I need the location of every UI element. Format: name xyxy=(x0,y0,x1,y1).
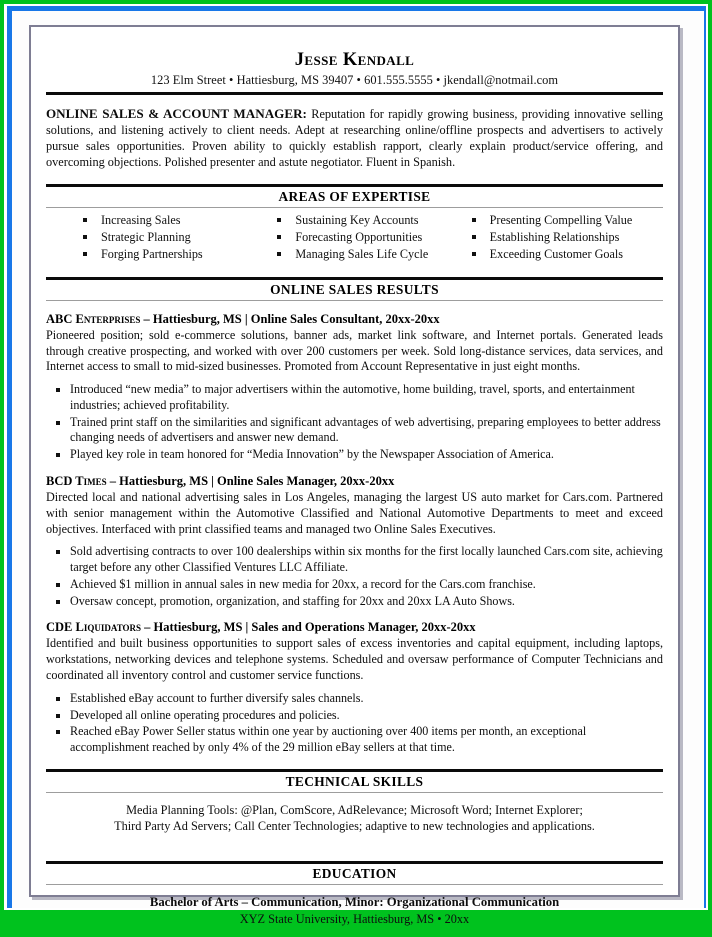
resume-page xyxy=(29,25,680,926)
page-title: Jesse Kendall xyxy=(294,50,415,70)
resume-content xyxy=(31,27,678,937)
section-rule-bottom xyxy=(46,792,663,793)
job-title-line xyxy=(46,620,663,635)
job-bullet-list xyxy=(46,691,663,756)
education-degree: Bachelor of Arts – Communication, Minor: Organizational Communication xyxy=(149,894,560,909)
job-role-dates: – Hattiesburg, MS | Sales and Operations Manager, 20xx-20xx xyxy=(141,620,476,635)
section-title-education: EDUCATION xyxy=(312,865,397,881)
job-bullet: Achieved $1 million in annual sales in new media for 20xx, a record for the Cars.com franchise. xyxy=(46,577,663,593)
expertise-item: Forecasting Opportunities xyxy=(274,229,468,246)
job-bullet: Developed all online operating procedures and policies. xyxy=(46,708,663,724)
section-rule-bottom xyxy=(46,884,663,885)
expertise-item: Sustaining Key Accounts xyxy=(274,212,468,229)
summary-headline: ONLINE SALES & ACCOUNT MANAGER: xyxy=(46,106,307,122)
expertise-grid xyxy=(46,212,663,264)
job-entry xyxy=(46,312,663,463)
education-block xyxy=(46,894,663,927)
section-title-results: ONLINE SALES RESULTS xyxy=(270,281,439,297)
section-results-header xyxy=(46,277,663,301)
section-skills-header xyxy=(46,769,663,793)
job-company: BCD Times xyxy=(46,473,107,488)
expertise-item: Presenting Compelling Value xyxy=(469,212,663,229)
job-description: Pioneered position; sold e-commerce solutions, banner ads, market link software, and Internet portals. Generated leads through creative prospecting, and worked with over 200 customers per week. Sold long-distance services, data services, and Internet access to small to mid-sized businesses. Promoted from Account Representative in just eight months. xyxy=(46,327,663,374)
section-title-expertise: AREAS OF EXPERTISE xyxy=(278,188,431,204)
job-bullet: Played key role in team honored for “Media Innovation” by the Newspaper Association of America. xyxy=(46,447,663,463)
job-bullet-list xyxy=(46,382,663,463)
job-entry xyxy=(46,474,663,609)
skills-education-spacer xyxy=(46,835,663,848)
education-school: XYZ State University, Hattiesburg, MS • 20xx xyxy=(239,911,470,926)
expertise-item: Establishing Relationships xyxy=(469,229,663,246)
contact-line: 123 Elm Street • Hattiesburg, MS 39407 • 601.555.5555 • jkendall@notmail.com xyxy=(150,73,559,88)
skills-line-1: Media Planning Tools: @Plan, ComScore, AdRelevance; Microsoft Word; Internet Explorer; xyxy=(126,802,583,817)
job-bullet: Sold advertising contracts to over 100 dealerships within six months for the first locally launched Cars.com site, achieving target before any other Classified Ventures LLC Affiliate. xyxy=(46,544,663,575)
job-bullet: Oversaw concept, promotion, organization, and staffing for 20xx and 20xx LA Auto Shows. xyxy=(46,594,663,610)
summary-paragraph xyxy=(46,106,663,170)
expertise-item: Exceeding Customer Goals xyxy=(469,246,663,263)
job-role-dates: – Hattiesburg, MS | Online Sales Consultant, 20xx-20xx xyxy=(140,311,440,326)
expertise-item: Strategic Planning xyxy=(80,229,274,246)
job-bullet: Established eBay account to further diversify sales channels. xyxy=(46,691,663,707)
job-company: CDE Liquidators xyxy=(46,620,142,635)
job-title-line xyxy=(46,474,663,489)
job-role-dates: – Hattiesburg, MS | Online Sales Manager, 20xx-20xx xyxy=(106,473,395,488)
section-expertise-header xyxy=(46,184,663,208)
expertise-item: Increasing Sales xyxy=(80,212,274,229)
job-description: Identified and built business opportunities to support sales of excess inventories and capital equipment, including laptops, workstations, networking devices and telephone systems. Scheduled and oversaw performance of Computer Technicians and coordinated all inventory control and customer service functions. xyxy=(46,636,663,683)
job-bullet: Trained print staff on the similarities and significant advantages of web advertising, preparing employees to better address changing needs of advertisers and answer new demand. xyxy=(46,415,663,446)
header-divider-rule xyxy=(46,92,663,95)
job-bullet: Introduced “new media” to major advertisers within the automotive, home building, travel, sports, and entertainment industries; achieved profitability. xyxy=(46,382,663,413)
summary-body: Reputation for rapidly growing business, providing innovative selling solutions, and listening actively to client needs. Adept at researching online/offline prospects and advertisers to actively pursue sales opportunities. Proven ability to quickly establish rapport, clearly explain product/service offering, and overcoming objections. Polished presenter and astute negotiator. Fluent in Spanish. xyxy=(46,107,663,169)
section-education-header xyxy=(46,861,663,885)
job-description: Directed local and national advertising sales in Los Angeles, managing the largest US auto market for Cars.com. Partnered with senior management within the Automotive Classified and National Automotive Departments to meet and exceed objectives. Interfaced with print classified teams and managed two Online Sales Executives. xyxy=(46,489,663,536)
expertise-item: Managing Sales Life Cycle xyxy=(274,246,468,263)
section-title-skills: TECHNICAL SKILLS xyxy=(285,773,424,789)
job-company: ABC Enterprises xyxy=(46,311,141,326)
job-bullet-list xyxy=(46,544,663,609)
skills-line-2: Third Party Ad Servers; Call Center Technologies; adaptive to new technologies and applications. xyxy=(114,819,595,834)
job-bullet: Reached eBay Power Seller status within one year by auctioning over 400 items per month, an exceptional accomplishment reached by only 4% of the 29 million eBay sellers at that time. xyxy=(46,724,663,755)
job-title-line xyxy=(46,312,663,327)
technical-skills-block xyxy=(46,802,663,835)
section-rule-bottom xyxy=(46,300,663,301)
section-rule-bottom xyxy=(46,207,663,208)
expertise-item: Forging Partnerships xyxy=(80,246,274,263)
job-entry xyxy=(46,620,663,755)
